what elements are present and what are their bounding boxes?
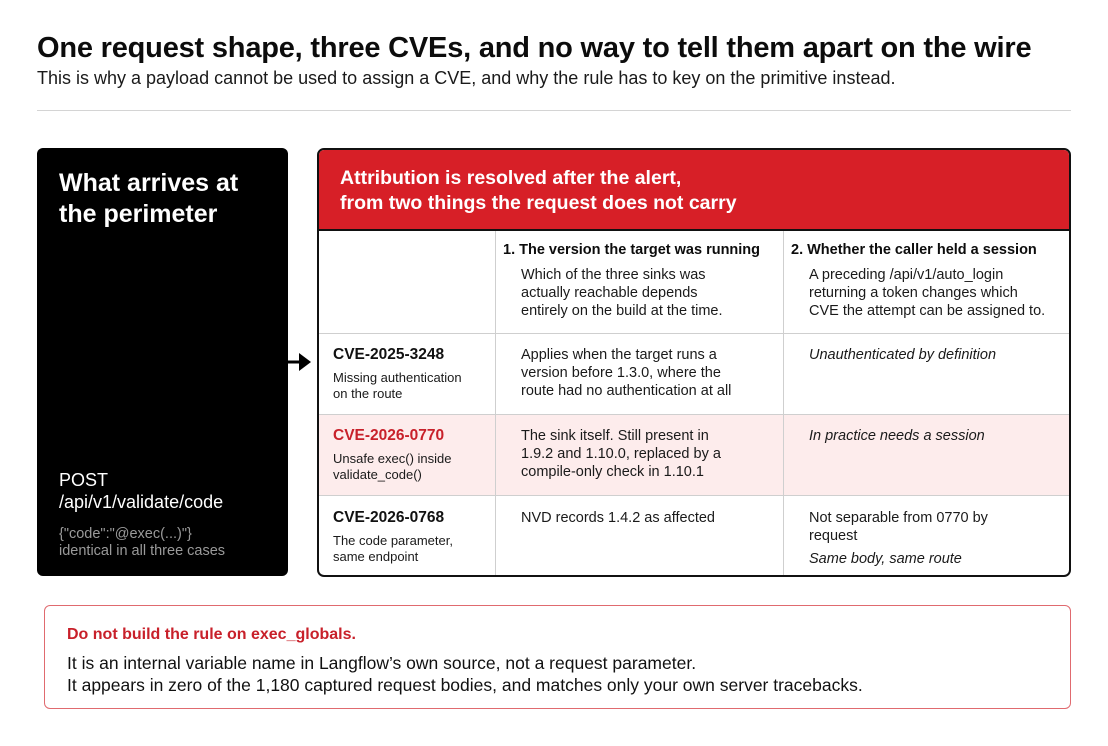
arrow-right-icon: [288, 351, 312, 373]
request-body: {"code":"@exec(...)"}: [59, 526, 192, 542]
session-cell: Unauthenticated by definition: [809, 347, 997, 363]
column-heading-version: 1. The version the target was running: [503, 242, 761, 258]
row-divider: [319, 414, 1069, 415]
perimeter-heading: What arrives at the perimeter: [59, 169, 239, 228]
cve-description: The code parameter, same endpoint: [333, 533, 453, 564]
cve-id: CVE-2026-0770: [333, 427, 445, 444]
request-path: /api/v1/validate/code: [59, 492, 224, 512]
warning-title: Do not build the rule on exec_globals.: [67, 626, 356, 643]
warning-callout: [44, 605, 1071, 709]
page-title: One request shape, three CVEs, and no way to tell them apart on the wire: [37, 32, 1032, 64]
divider: [37, 110, 1071, 111]
version-cell: NVD records 1.4.2 as affected: [521, 510, 715, 526]
row-divider: [319, 333, 1069, 334]
session-cell: In practice needs a session: [809, 428, 985, 444]
column-description-version: Which of the three sinks was actually reachable depends entirely on the build at the time.: [521, 267, 723, 319]
perimeter-panel: [37, 148, 288, 576]
warning-line-2: It appears in zero of the 1,180 captured request bodies, and matches only your own server tracebacks.: [67, 675, 863, 695]
column-description-session: A preceding /api/v1/auto_login returning a token changes which CVE the attempt can be assigned to.: [809, 267, 1046, 319]
column-heading-session: 2. Whether the caller held a session: [791, 242, 1037, 258]
cve-id: CVE-2025-3248: [333, 346, 445, 363]
cve-id: CVE-2026-0768: [333, 509, 445, 526]
version-cell: Applies when the target runs a version before 1.3.0, where the route had no authentication at all: [521, 347, 732, 399]
attribution-table: [317, 148, 1071, 577]
session-note: Same body, same route: [809, 551, 962, 567]
column-divider: [783, 231, 784, 575]
cve-description: Unsafe exec() inside validate_code(): [333, 451, 452, 482]
warning-line-1: It is an internal variable name in Langflow’s own source, not a request parameter.: [67, 653, 697, 673]
attribution-banner: [319, 150, 1069, 231]
column-divider: [495, 231, 496, 575]
session-cell: Not separable from 0770 by request Same body, same route: [809, 510, 988, 567]
banner-line-2: from two things the request does not carry: [340, 192, 737, 214]
page-subtitle: This is why a payload cannot be used to assign a CVE, and why the rule has to key on the primitive instead.: [37, 68, 896, 88]
request-note: identical in all three cases: [59, 543, 226, 559]
banner-line-1: Attribution is resolved after the alert,: [340, 167, 682, 189]
cve-description: Missing authentication on the route: [333, 370, 462, 401]
request-method: POST: [59, 470, 109, 490]
row-divider: [319, 495, 1069, 496]
version-cell: The sink itself. Still present in 1.9.2 and 1.10.0, replaced by a compile-only check in 1.10.1: [521, 428, 721, 480]
